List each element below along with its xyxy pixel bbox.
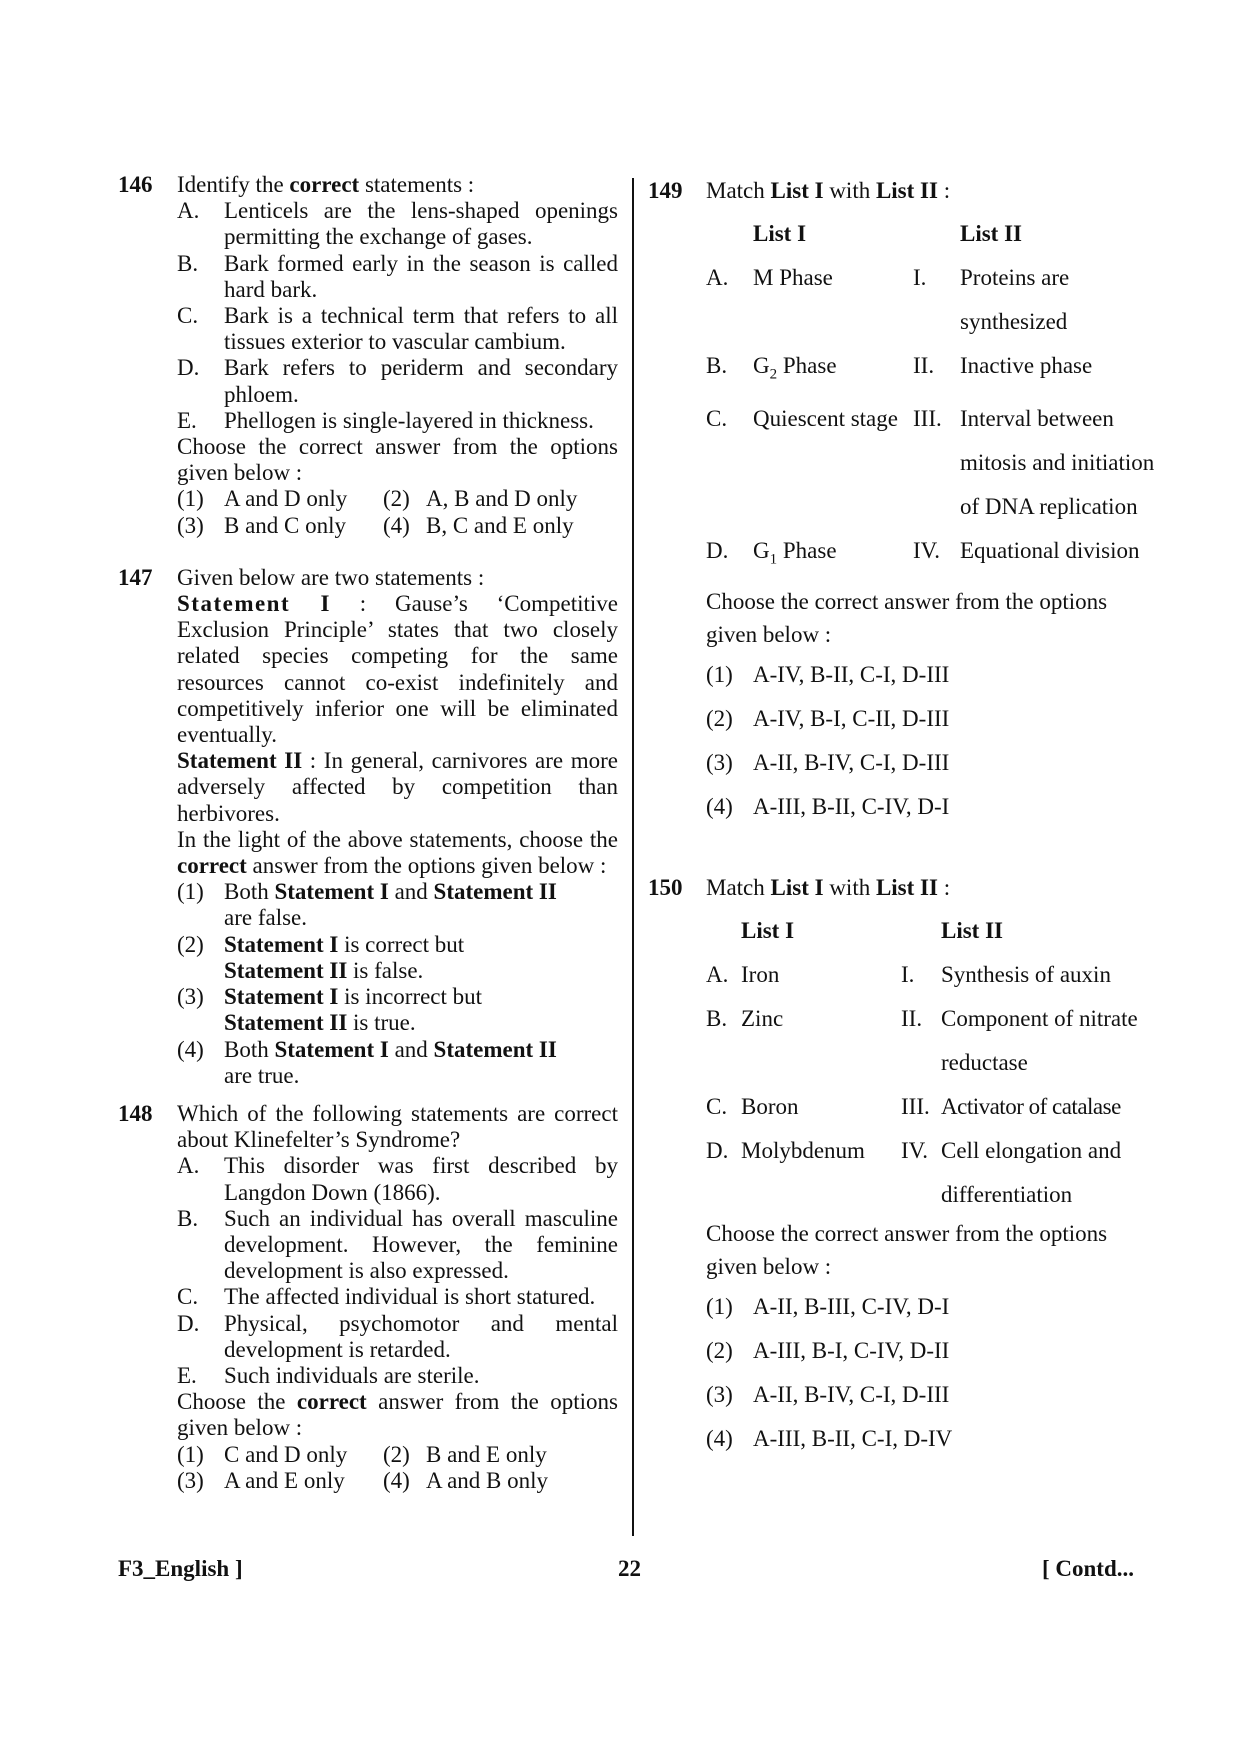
choose-instruction: In the light of the above statements, choose the correct answer from the options given below :: [177, 826, 618, 879]
statement-item: D. Bark refers to periderm and secondary phloem.: [177, 355, 618, 407]
option-text: A and D only: [224, 486, 348, 512]
match-row: D. Molybdenum IV. Cell elongation and differentiation: [706, 1138, 1122, 1208]
choose-instruction: Choose the correct answer from the options given below :: [177, 434, 618, 486]
option-number: (4): [383, 1467, 410, 1493]
match-row: C. Boron III. Activator of catalase: [706, 1094, 1121, 1120]
option-number: (1): [177, 1441, 204, 1467]
match-header: [706, 212, 1160, 256]
option-text: B, C and E only: [426, 512, 574, 538]
match-row: B. $G_2$ Phase II. Inactive phase: [706, 353, 1093, 383]
statement-1: Statement I : Gause’s ‘Competitive Exclusion Principle’ states that two closely related species competing for the same resources cannot co-exist indefinitely and competitively inferior one will be eliminated eventually.: [177, 591, 618, 748]
list-ii-heading: List II: [941, 918, 1003, 944]
statement-item: C. The affected individual is short statured.: [177, 1284, 596, 1310]
left-column: [118, 172, 618, 1494]
option: (1) A-IV, B-II, C-I, D-III: [706, 662, 950, 688]
question-stem: Which of the following statements are correct about Klinefelter’s Syndrome?: [177, 1100, 618, 1153]
choose-instruction: Choose the correct answer from the options given below :: [177, 1389, 618, 1441]
option: (2) A-III, B-I, C-IV, D-II: [706, 1338, 950, 1364]
option-text: A and E only: [224, 1467, 345, 1493]
options-list: [706, 653, 1160, 829]
option-1: (1) Both Statement I and Statement II are false.: [177, 879, 557, 931]
question-number: 149: [648, 178, 683, 203]
question-number: 147: [118, 564, 153, 590]
statement-item: D. Physical, psychomotor and mental development is retarded.: [177, 1310, 618, 1362]
option: (3) A-II, B-IV, C-I, D-III: [706, 1382, 950, 1408]
option-4: (4) Both Statement I and Statement II are true.: [177, 1036, 557, 1088]
option: (4) A-III, B-II, C-I, D-IV: [706, 1426, 953, 1452]
question-147: [118, 565, 618, 1089]
question-number: 148: [118, 1100, 153, 1126]
option-text: B and E only: [426, 1441, 547, 1467]
statement-2: Statement II : In general, carnivores are more adversely affected by competition than herbivores.: [177, 748, 619, 826]
question-149: [648, 176, 1160, 829]
match-row: B. Zinc II. Component of nitrate reductase: [706, 1006, 1138, 1076]
question-148: [118, 1101, 618, 1494]
option-3: (3) Statement I is incorrect but Statement II is true.: [177, 984, 483, 1036]
match-header: [706, 909, 1153, 953]
question-stem: Match List I with List II :: [706, 875, 951, 901]
list-i-heading: List I: [753, 221, 807, 246]
choose-instruction: Choose the correct answer from the options given below :: [706, 589, 1108, 648]
option-number: (3): [177, 1467, 204, 1493]
question-146: [118, 172, 618, 539]
statement-item: E. Phellogen is single-layered in thickness.: [177, 407, 594, 433]
option-number: (2): [383, 1441, 410, 1467]
option-number: (2): [383, 486, 410, 512]
footer-paper-code: F3_English ]: [118, 1556, 243, 1581]
match-row: A. M Phase I. Proteins are synthesized: [706, 265, 1070, 334]
option-text: A and B only: [426, 1467, 549, 1493]
list-ii-heading: List II: [960, 221, 1022, 246]
option-number: (3): [177, 512, 204, 538]
options-row: [177, 513, 618, 539]
option-number: (1): [177, 486, 204, 512]
option-text: B and C only: [224, 512, 347, 538]
match-row: C. Quiescent stage III. Interval between mitosis and initiation of DNA replication: [706, 405, 1155, 519]
question-number: 150: [648, 875, 683, 901]
option-2: (2) Statement I is correct but Statement II is false.: [177, 931, 465, 983]
statement-item: C. Bark is a technical term that refers to all tissues exterior to vascular cambium.: [177, 303, 618, 355]
question-stem: Given below are two statements :: [177, 564, 485, 590]
option-number: (4): [383, 512, 410, 538]
match-table: [706, 909, 1153, 1217]
option-text: C and D only: [224, 1441, 348, 1467]
question-stem: Identify the correct statements :: [177, 172, 475, 197]
footer-page-number: 22: [618, 1556, 641, 1581]
options-row: [177, 486, 618, 512]
statement-item: A. Lenticels are the lens-shaped openings permitting the exchange of gases.: [177, 198, 618, 250]
statement-item: A. This disorder was first described by Langdon Down (1866).: [177, 1153, 618, 1205]
statement-item: B. Such an individual has overall masculine development. However, the feminine development is also expressed.: [177, 1205, 618, 1284]
option: (2) A-IV, B-I, C-II, D-III: [706, 706, 950, 732]
choose-instruction: Choose the correct answer from the options given below :: [706, 1221, 1108, 1280]
match-row: A. Iron I. Synthesis of auxin: [706, 962, 1111, 988]
match-table: [706, 212, 1160, 581]
options-list: [706, 1285, 1160, 1461]
question-number: 146: [118, 172, 153, 197]
list-i-heading: List I: [741, 918, 795, 944]
statement-item: E. Such individuals are sterile.: [177, 1362, 480, 1388]
option: (4) A-III, B-II, C-IV, D-I: [706, 794, 950, 820]
question-stem: Match List I with List II :: [706, 178, 951, 203]
match-row: D. $G_1$ Phase IV. Equational division: [706, 537, 1140, 568]
options-row: [177, 1442, 618, 1468]
column-divider: [632, 178, 634, 1536]
right-column: [648, 176, 1160, 1461]
question-150: [648, 873, 1160, 1461]
option-text: A, B and D only: [426, 486, 578, 512]
option: (3) A-II, B-IV, C-I, D-III: [706, 750, 950, 776]
footer-contd: [ Contd...: [1042, 1556, 1135, 1581]
options-row: [177, 1468, 618, 1494]
option: (1) A-II, B-III, C-IV, D-I: [706, 1294, 950, 1320]
statement-item: B. Bark formed early in the season is called hard bark.: [177, 250, 618, 302]
